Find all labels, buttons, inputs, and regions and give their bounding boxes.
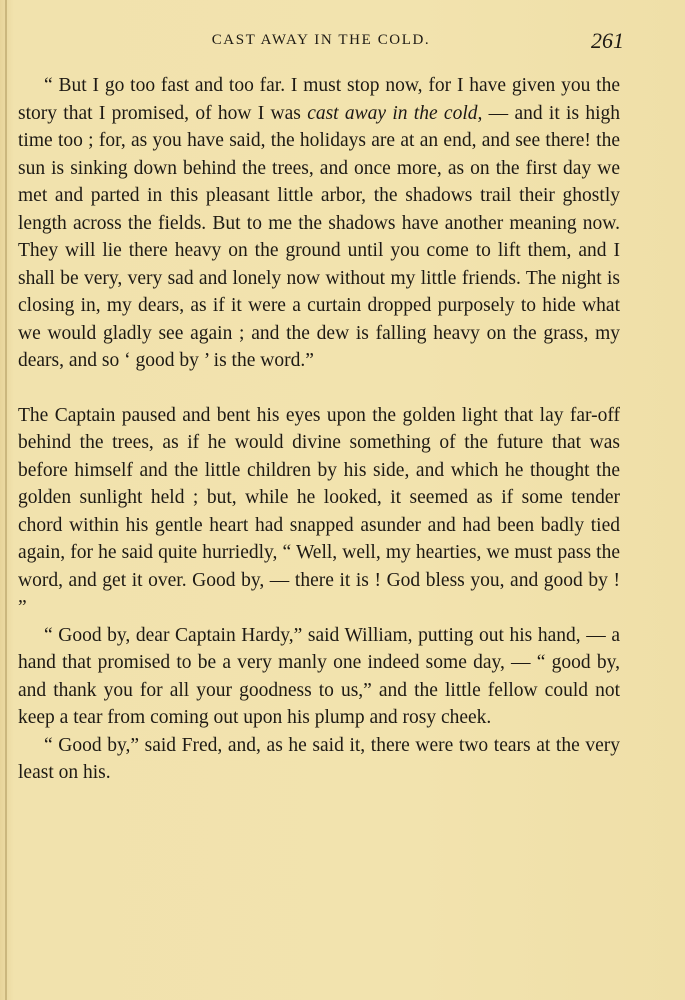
italic-segment: cast away in the cold, xyxy=(307,102,483,124)
paragraph-captain-farewell-speech xyxy=(18,72,620,375)
text-segment: — and it is high time too ; for, as you have said, the holidays are at an end, and see there! the sun is sinking down behind the trees, and once more, as on the first day we met and parted in this pleasant little arbor, the shadows trail their ghostly length across the fields. But to me the shadows have another meaning now. They will lie there heavy on the ground until you come to lift them, and I shall be very, very sad and lonely now without my little friends. The night is closing in, my dears, as if it were a curtain dropped purposely to hide what we would gladly see again ; and the dew is falling heavy on the grass, my dears, and so ‘ good by ’ is the word.” xyxy=(18,102,621,371)
body-text xyxy=(18,72,620,787)
running-title: CAST AWAY IN THE COLD. xyxy=(211,32,431,48)
paragraph-captain-paused xyxy=(18,402,620,622)
binding-edge xyxy=(5,0,7,1000)
section-gap xyxy=(18,375,620,402)
text-segment: “ But I go too fast and too far. I must stop now, for I have given you the story that I promised, of how I was xyxy=(18,75,620,124)
paragraph-fred-good-by xyxy=(18,732,620,787)
text-segment: “ Good by,” said Fred, and, as he said it, there were two tears at the very least on his. xyxy=(18,734,620,783)
paragraph-william-good-by xyxy=(18,622,620,732)
page-number: 261 xyxy=(591,28,624,53)
text-segment: The Captain paused and bent his eyes upon the golden light that lay far-off behind the trees, as if he would divine something of the future that was before himself and the little children by his side, and which he thought the golden sunlight held ; but, while he looked, it seemed as if some tender chord within his gentle heart had snapped asunder and had been badly tied again, for he said quite hurriedly, “ Well, well, my hearties, we must pass the word, and get it over. Good by, — there it is ! God bless you, and good by ! ” xyxy=(18,404,620,618)
text-segment: “ Good by, dear Captain Hardy,” said William, putting out his hand, — a hand that promised to be a very manly one indeed some day, — “ good by, and thank you for all your goodness to us,” and the little fellow could not keep a tear from coming out upon his plump and rosy cheek. xyxy=(18,624,620,728)
running-head xyxy=(18,30,624,52)
